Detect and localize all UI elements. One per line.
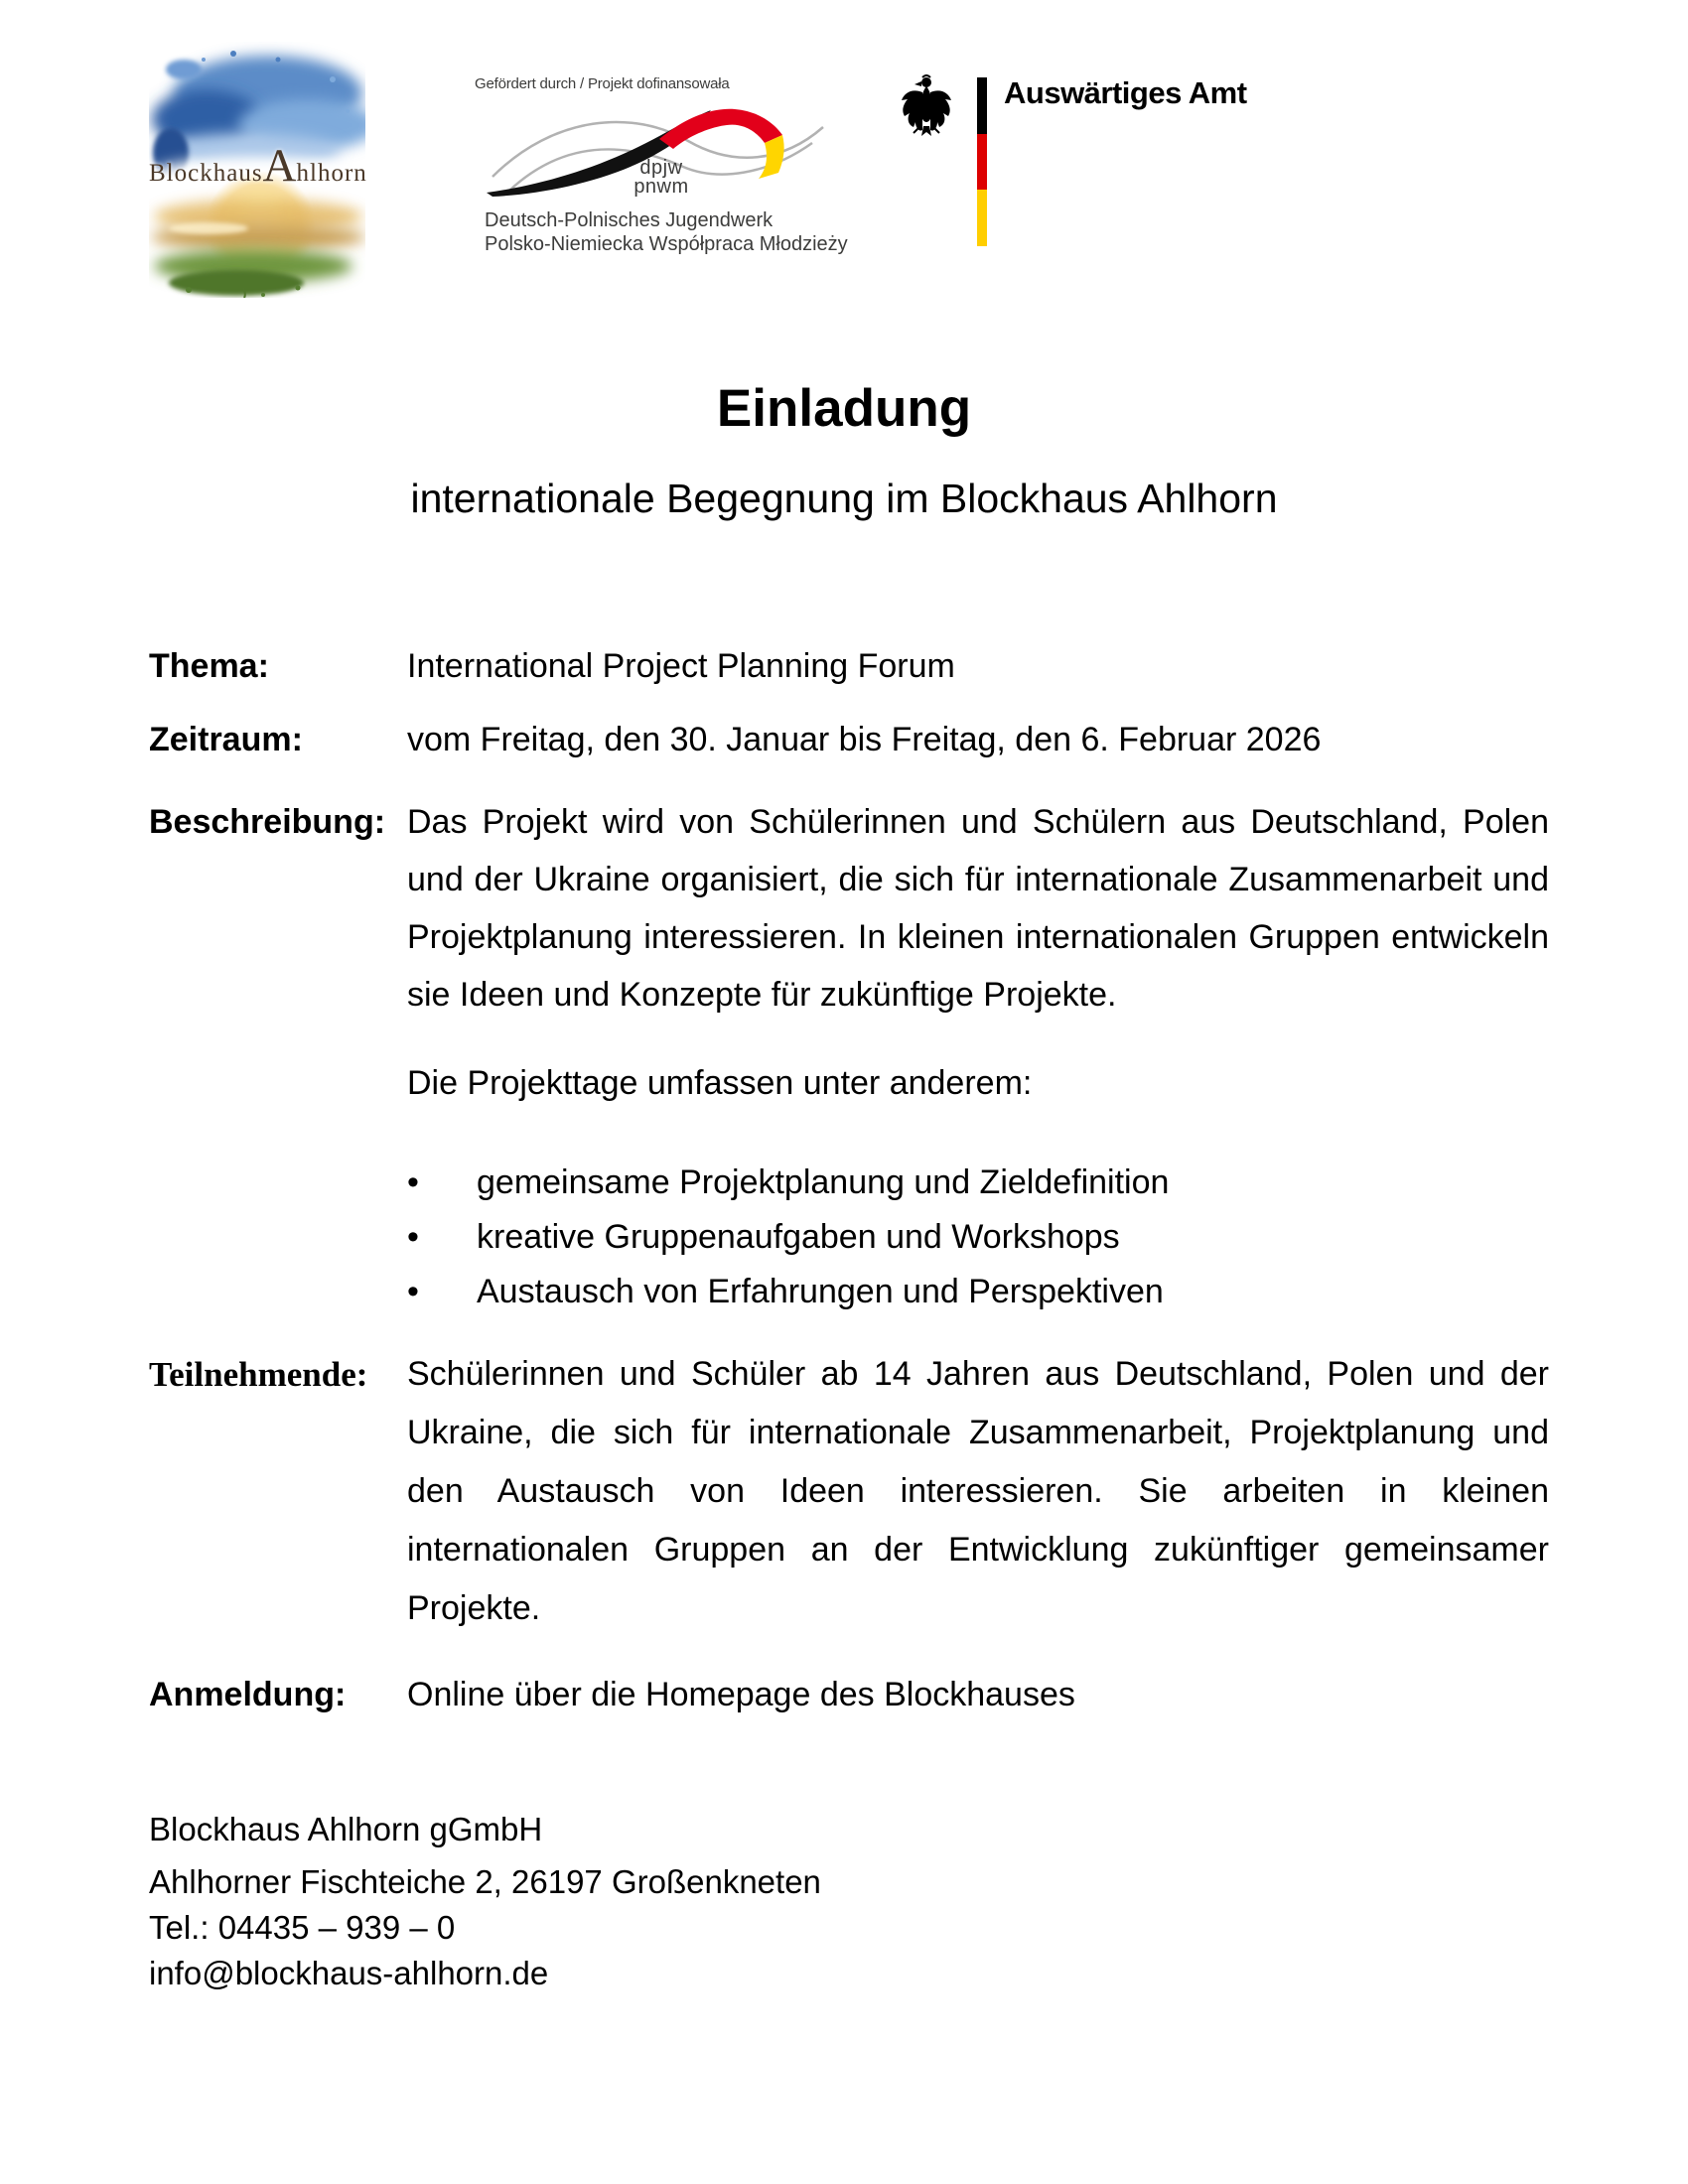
flag-gold-segment bbox=[977, 190, 987, 246]
anmeldung-row bbox=[149, 1674, 1549, 1716]
beschreibung-row bbox=[149, 793, 1549, 1024]
dpjw-funding-line: Gefördert durch / Projekt dofinansowała bbox=[475, 75, 730, 92]
logo-header bbox=[0, 0, 1688, 298]
zeitraum-row bbox=[149, 719, 1549, 761]
page-title: Einladung bbox=[716, 379, 972, 438]
dpjw-acronym-bottom: pnwm bbox=[633, 176, 689, 198]
bullet-marker: • bbox=[407, 1273, 419, 1310]
beschreibung-label: Beschreibung: bbox=[149, 803, 386, 841]
list-item bbox=[407, 1265, 1549, 1319]
dpjw-acronym bbox=[624, 159, 699, 197]
beschreibung-text: Das Projekt wird von Schülerinnen und Schülern aus Deutschland, Polen und der Ukraine organisiert, die sich für internationale Zusammenarbeit und Projektplanung interessieren. In kleinen internationalen Gruppen entwickeln sie Ideen und Konzepte für zukünftige Projekte. bbox=[407, 803, 1549, 1014]
invitation-body bbox=[149, 645, 1549, 1716]
thema-value: International Project Planning Forum bbox=[407, 647, 955, 685]
dpjw-names bbox=[485, 208, 848, 256]
bullet-marker: • bbox=[407, 1163, 419, 1201]
list-item bbox=[407, 1156, 1549, 1210]
teilnehmende-text: Schülerinnen und Schüler ab 14 Jahren aus Deutschland, Polen und der Ukraine, die sich für internationale Zusammenarbeit, Projektplanung und den Austausch von Ideen interessieren. Sie arbeiten in kleinen internationalen Gruppen an der Entwicklung zukünftiger gemeinsamer Projekte. bbox=[407, 1355, 1549, 1627]
flag-black-segment bbox=[977, 77, 987, 134]
auswaertiges-amt-logo bbox=[899, 69, 1316, 268]
blockhaus-wordmark bbox=[149, 139, 365, 193]
german-flag-bar bbox=[977, 77, 987, 246]
projekttage-spacer bbox=[149, 1054, 407, 1112]
blockhaus-wordmark-initial: A bbox=[262, 140, 297, 192]
contact-footer bbox=[149, 1808, 1549, 1996]
dpjw-name-german: Deutsch-Polnisches Jugendwerk bbox=[485, 209, 774, 231]
blockhaus-ahlhorn-logo bbox=[149, 42, 365, 298]
address-line: Ahlhorner Fischteiche 2, 26197 Großenkneten bbox=[149, 1863, 821, 1900]
projekttage-intro: Die Projekttage umfassen unter anderem: bbox=[407, 1064, 1033, 1102]
dpjw-name-polish: Polsko-Niemiecka Współpraca Młodzieży bbox=[485, 233, 848, 255]
bullet-marker: • bbox=[407, 1218, 419, 1256]
flag-red-segment bbox=[977, 134, 987, 191]
bullet-text: kreative Gruppenaufgaben und Workshops bbox=[477, 1218, 1120, 1256]
phone-line: Tel.: 04435 – 939 – 0 bbox=[149, 1909, 456, 1946]
email-line: info@blockhaus-ahlhorn.de bbox=[149, 1955, 549, 1991]
blockhaus-wordmark-right: hlhorn bbox=[296, 160, 367, 187]
list-item bbox=[407, 1210, 1549, 1265]
teilnehmende-label: Teilnehmende: bbox=[149, 1355, 368, 1394]
zeitraum-value: vom Freitag, den 30. Januar bis Freitag, den 6. Februar 2026 bbox=[407, 721, 1322, 758]
projekttage-row bbox=[149, 1054, 1549, 1112]
bullet-text: gemeinsame Projektplanung und Zieldefinition bbox=[477, 1163, 1170, 1201]
anmeldung-label: Anmeldung: bbox=[149, 1676, 347, 1713]
blockhaus-wordmark-left: Blockhaus bbox=[149, 160, 263, 187]
organization-name: Blockhaus Ahlhorn gGmbH bbox=[149, 1811, 543, 1847]
anmeldung-value: Online über die Homepage des Blockhauses bbox=[407, 1676, 1075, 1713]
dpjw-acronym-top: dpjw bbox=[639, 157, 683, 179]
dpjw-pnwm-logo bbox=[475, 75, 852, 264]
projekttage-bullet-list bbox=[149, 1156, 1549, 1319]
teilnehmende-row bbox=[149, 1345, 1549, 1638]
thema-row bbox=[149, 645, 1549, 688]
thema-label: Thema: bbox=[149, 647, 269, 685]
auswaertiges-amt-label: Auswärtiges Amt bbox=[1004, 75, 1247, 110]
page-subtitle: internationale Begegnung im Blockhaus Ahlhorn bbox=[410, 476, 1278, 521]
bullet-text: Austausch von Erfahrungen und Perspektiven bbox=[477, 1273, 1164, 1310]
federal-eagle-icon bbox=[899, 74, 954, 138]
zeitraum-label: Zeitraum: bbox=[149, 721, 303, 758]
